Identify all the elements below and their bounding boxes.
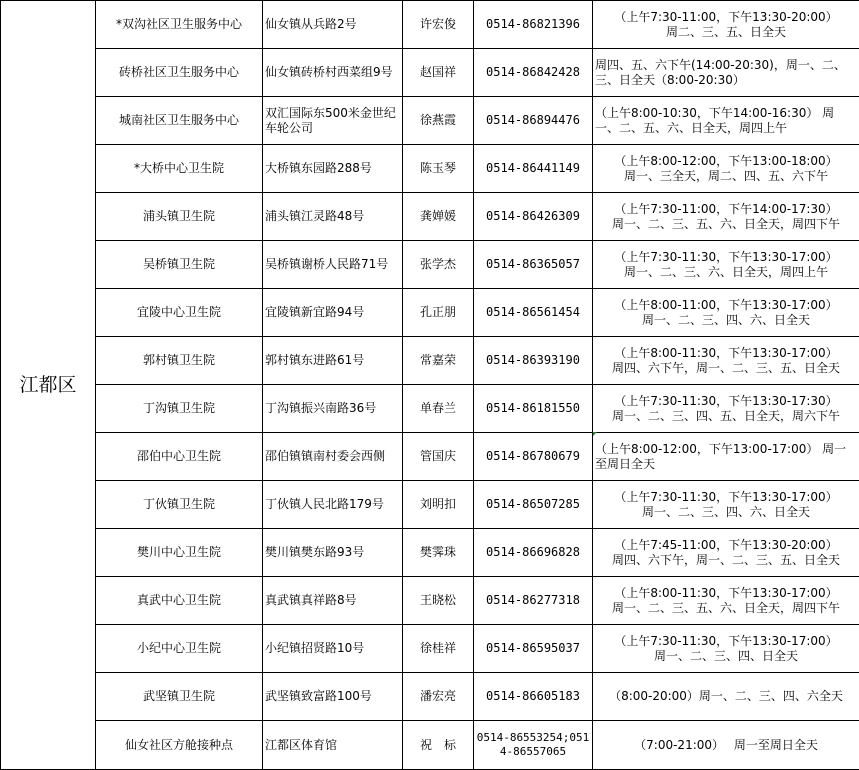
- site-phone: 0514-86605183: [474, 673, 593, 721]
- site-contact: 陈玉琴: [403, 145, 474, 193]
- table-row: [1, 145, 859, 193]
- site-address: 丁沟镇振兴南路36号: [263, 385, 403, 433]
- site-name: 砖桥社区卫生服务中心: [96, 49, 263, 97]
- site-address: 丁伙镇人民北路179号: [263, 481, 403, 529]
- table-row: [1, 481, 859, 529]
- site-hours: （上午8:00-11:30，下午13:30-17:00） 周四、六下午，周一、二、三、五、日全天: [593, 337, 859, 385]
- site-phone: 0514-86426309: [474, 193, 593, 241]
- site-contact: 潘宏亮: [403, 673, 474, 721]
- site-address: 樊川镇樊东路93号: [263, 529, 403, 577]
- site-name: *大桥中心卫生院: [96, 145, 263, 193]
- site-phone: 0514-86561454: [474, 289, 593, 337]
- site-name: 邵伯中心卫生院: [96, 433, 263, 481]
- site-address: 邵伯镇镇南村委会西侧: [263, 433, 403, 481]
- table-row: [1, 49, 859, 97]
- site-contact: 樊霁珠: [403, 529, 474, 577]
- site-name: 小纪中心卫生院: [96, 625, 263, 673]
- site-phone: 0514-86393190: [474, 337, 593, 385]
- site-name: 吴桥镇卫生院: [96, 241, 263, 289]
- table-row: [1, 577, 859, 625]
- site-hours: （上午7:30-11:30，下午13:30-17:00） 周一、二、三、四、六、日全天: [593, 481, 859, 529]
- site-address: 仙女镇从兵路2号: [263, 1, 403, 49]
- site-contact: 张学杰: [403, 241, 474, 289]
- table-row: [1, 241, 859, 289]
- site-address: 真武镇真祥路8号: [263, 577, 403, 625]
- site-contact: 王晓松: [403, 577, 474, 625]
- table-row: [1, 97, 859, 145]
- table-row: [1, 673, 859, 721]
- site-name: 城南社区卫生服务中心: [96, 97, 263, 145]
- cell-comment-marker: [593, 432, 597, 436]
- site-name: 真武中心卫生院: [96, 577, 263, 625]
- site-contact: 许宏俊: [403, 1, 474, 49]
- site-hours: （上午7:30-11:30，下午13:30-17:00） 周一、二、三、四、日全天: [593, 625, 859, 673]
- site-phone: 0514-86780679: [474, 433, 593, 481]
- site-hours: （上午7:45-11:00，下午13:30-20:00） 周四、六下午，周一、二、三、五、日全天: [593, 529, 859, 577]
- site-contact: 祝 标: [403, 721, 474, 770]
- site-phone: 0514-86441149: [474, 145, 593, 193]
- site-hours: （上午8:00-10:30，下午14:00-16:30） 周一、二、五、六、日全天，周四上午: [593, 97, 859, 145]
- district-cell: 江都区: [1, 1, 96, 770]
- site-address: 宜陵镇新宜路94号: [263, 289, 403, 337]
- site-name: 丁伙镇卫生院: [96, 481, 263, 529]
- site-address: 浦头镇江灵路48号: [263, 193, 403, 241]
- site-address: 武坚镇致富路100号: [263, 673, 403, 721]
- site-phone: 0514-86181550: [474, 385, 593, 433]
- site-hours: （上午8:00-11:00，下午13:30-17:00） 周一、二、三、四、六、日全天: [593, 289, 859, 337]
- table-row: [1, 529, 859, 577]
- site-address: 仙女镇砖桥村西菜组9号: [263, 49, 403, 97]
- site-phone: 0514-86842428: [474, 49, 593, 97]
- site-phone: 0514-86507285: [474, 481, 593, 529]
- site-address: 郭村镇东进路61号: [263, 337, 403, 385]
- site-name: 丁沟镇卫生院: [96, 385, 263, 433]
- table-row: [1, 721, 859, 770]
- table-row: [1, 625, 859, 673]
- site-name: 武坚镇卫生院: [96, 673, 263, 721]
- site-phone: 0514-86821396: [474, 1, 593, 49]
- table-row: [1, 385, 859, 433]
- site-contact: 管国庆: [403, 433, 474, 481]
- site-contact: 孔正朋: [403, 289, 474, 337]
- site-phone: 0514-86595037: [474, 625, 593, 673]
- site-hours: （上午7:30-11:00，下午13:30-20:00） 周二、三、五、日全天: [593, 1, 859, 49]
- site-contact: 徐燕霞: [403, 97, 474, 145]
- site-contact: 龚婵媛: [403, 193, 474, 241]
- table-row: [1, 433, 859, 481]
- table-row: [1, 193, 859, 241]
- table-row: [1, 289, 859, 337]
- site-name: 郭村镇卫生院: [96, 337, 263, 385]
- site-phone: 0514-86553254;0514-86557065: [474, 721, 593, 770]
- site-phone: 0514-86365057: [474, 241, 593, 289]
- site-hours: （上午7:30-11:30，下午13:30-17:00） 周一、二、三、六、日全天，周四上午: [593, 241, 859, 289]
- site-name: *双沟社区卫生服务中心: [96, 1, 263, 49]
- site-address: 江都区体育馆: [263, 721, 403, 770]
- site-hours: （上午7:30-11:30，下午13:30-17:30） 周一、二、三、四、五、日全天，周六下午: [593, 385, 859, 433]
- site-contact: 刘明扣: [403, 481, 474, 529]
- site-address: 双汇国际东500米金世纪车轮公司: [263, 97, 403, 145]
- site-contact: 单春兰: [403, 385, 474, 433]
- site-address: 大桥镇东园路288号: [263, 145, 403, 193]
- site-hours: （8:00-20:00）周一、二、三、四、六全天: [593, 673, 859, 721]
- site-contact: 徐桂祥: [403, 625, 474, 673]
- site-contact: 常嘉荣: [403, 337, 474, 385]
- site-name: 宜陵中心卫生院: [96, 289, 263, 337]
- site-name: 樊川中心卫生院: [96, 529, 263, 577]
- site-hours: （上午7:30-11:00，下午14:00-17:30） 周一、二、三、五、六、日全天，周四下午: [593, 193, 859, 241]
- site-address: 小纪镇招贤路10号: [263, 625, 403, 673]
- site-hours: （上午8:00-11:30，下午13:30-17:00） 周一、二、三、五、六、日全天，周四下午: [593, 577, 859, 625]
- site-phone: 0514-86894476: [474, 97, 593, 145]
- site-contact: 赵国祥: [403, 49, 474, 97]
- site-name: 浦头镇卫生院: [96, 193, 263, 241]
- site-address: 吴桥镇谢桥人民路71号: [263, 241, 403, 289]
- site-hours: 周四、五、六下午(14:00-20:30)，周一、二、三、日全天（8:00-20:30）: [593, 49, 859, 97]
- table-row: [1, 1, 859, 49]
- site-hours: （7:00-21:00） 周一至周日全天: [593, 721, 859, 770]
- site-hours: （上午8:00-12:00，下午13:00-18:00） 周一、三全天，周二、四、五、六下午: [593, 145, 859, 193]
- site-phone: 0514-86277318: [474, 577, 593, 625]
- table-row: [1, 337, 859, 385]
- site-hours: （上午8:00-12:00，下午13:00-17:00） 周一至周日全天: [593, 433, 859, 481]
- site-phone: 0514-86696828: [474, 529, 593, 577]
- site-name: 仙女社区方舱接种点: [96, 721, 263, 770]
